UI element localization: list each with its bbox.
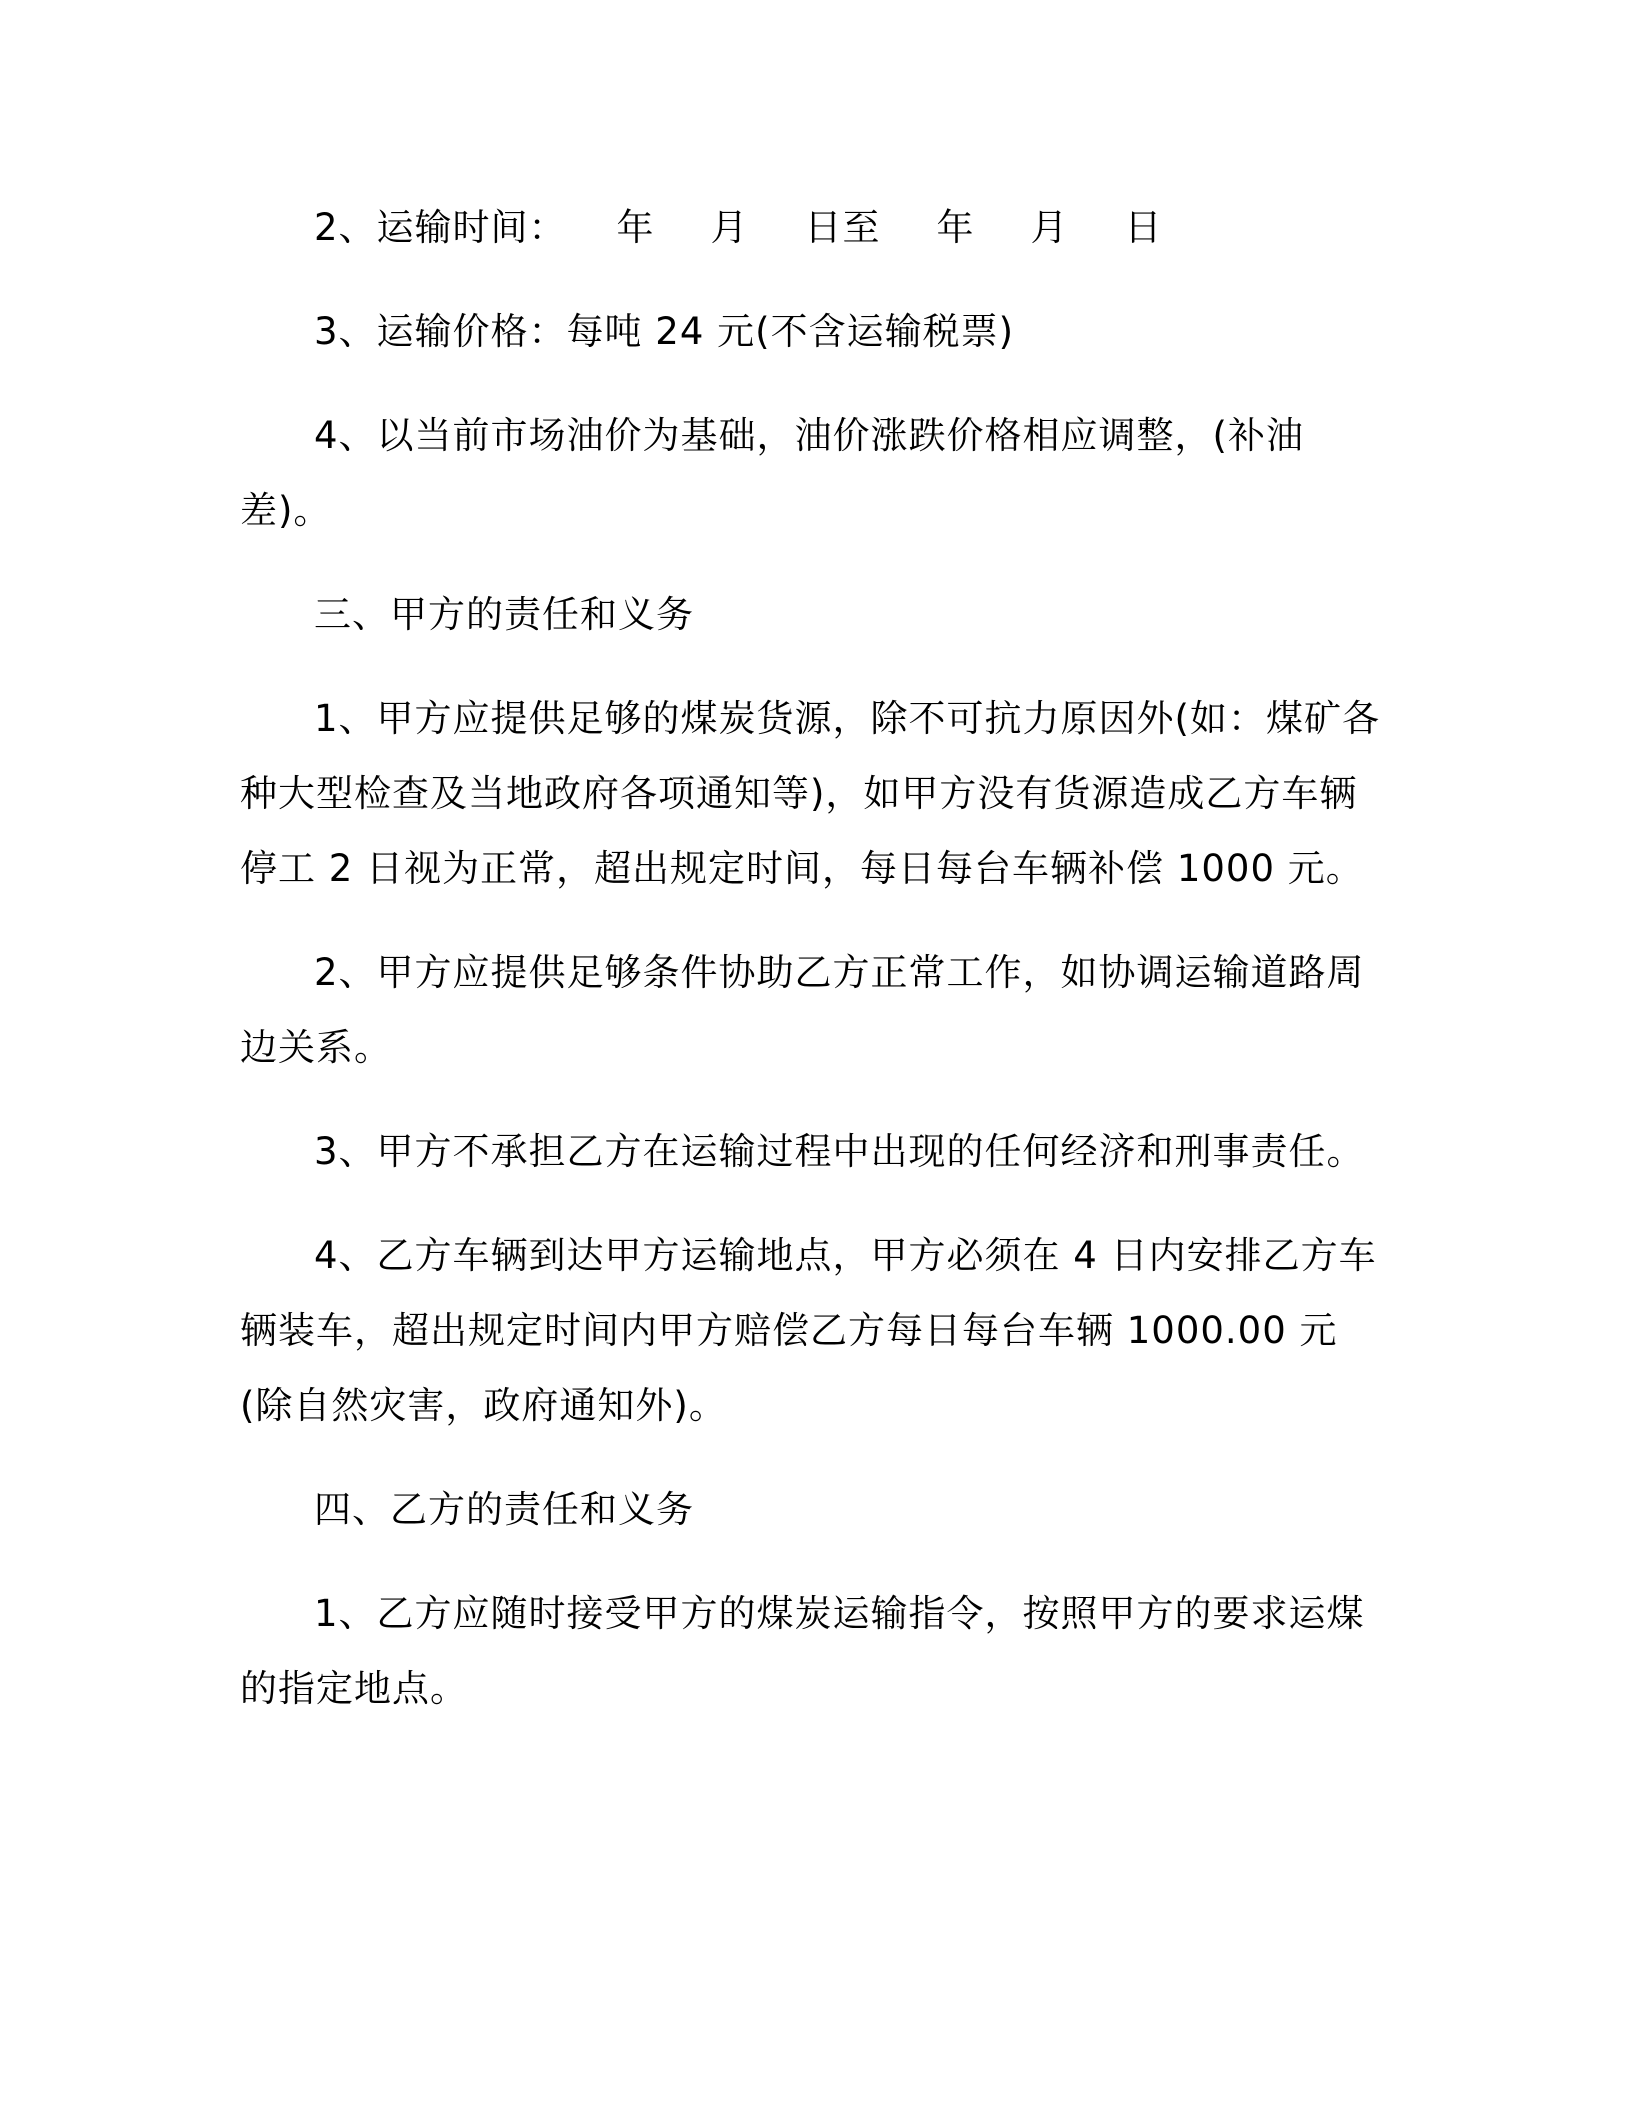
transport-time-line: [240, 190, 1390, 265]
party-a-duty-3: 3、甲方不承担乙方在运输过程中出现的任何经济和刑事责任。: [314, 1130, 1365, 1173]
document-body: [240, 190, 1390, 1755]
oil-price-adjust-line: 4、以当前市场油价为基础，油价涨跌价格相应调整，(补油差)。: [240, 414, 1304, 532]
party-a-duty-1: 1、甲方应提供足够的煤炭货源，除不可抗力原因外(如：煤矿各种大型检查及当地政府各项通知等)，如甲方没有货源造成乙方车辆停工 2 日视为正常，超出规定时间，每日每台车辆补偿 1000 元。: [240, 697, 1380, 890]
start-month: 月: [710, 206, 749, 249]
party-b-duty-1: 1、乙方应随时接受甲方的煤炭运输指令，按照甲方的要求运煤的指定地点。: [240, 1592, 1365, 1710]
start-day-to: 日至: [804, 206, 881, 249]
party-a-duty-4: 4、乙方车辆到达甲方运输地点，甲方必须在 4 日内安排乙方车辆装车，超出规定时间内甲方赔偿乙方每日每台车辆 1000.00 元(除自然灾害，政府通知外)。: [240, 1234, 1377, 1427]
transport-time-label: 2、运输时间：: [314, 206, 567, 249]
end-year: 年: [936, 206, 975, 249]
transport-price-line: 3、运输价格：每吨 24 元(不含运输税票): [314, 310, 1015, 353]
party-a-duties-heading: 三、甲方的责任和义务: [314, 593, 694, 636]
end-day: 日: [1124, 206, 1163, 249]
start-year: 年: [616, 206, 655, 249]
end-month: 月: [1030, 206, 1069, 249]
party-b-duties-heading: 四、乙方的责任和义务: [314, 1488, 694, 1531]
party-a-duty-2: 2、甲方应提供足够条件协助乙方正常工作，如协调运输道路周边关系。: [240, 951, 1365, 1069]
